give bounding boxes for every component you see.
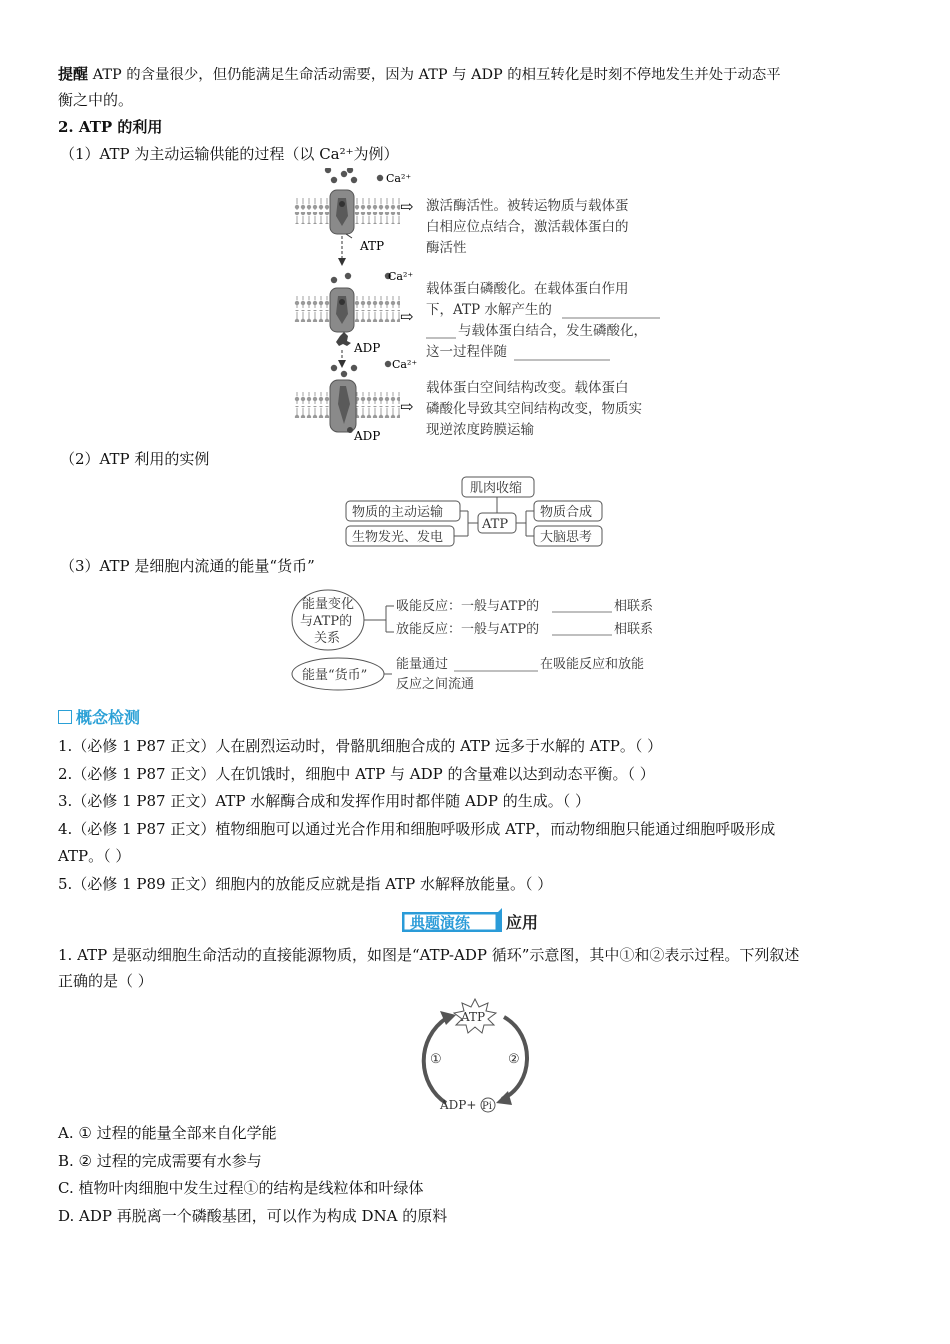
concept-item-5: 5.（必修 1 P89 正文）细胞内的放能反应就是指 ATP 水解释放能量。（ ）: [58, 875, 553, 893]
usage-right-1: 物质合成: [540, 505, 593, 520]
oval1-line-3: 关系: [314, 631, 341, 646]
concept-check-heading: [58, 708, 140, 728]
usage-center: ATP: [482, 517, 509, 532]
subsection-1: （1）ATP 为主动运输供能的过程（以 Ca²⁺为例）: [60, 145, 399, 163]
concept-item-2: 2.（必修 1 P87 正文）人在饥饿时，细胞中 ATP 与 ADP 的含量难以达到动态平衡。（ ）: [58, 765, 655, 783]
banner-text-a: 典题演练: [410, 914, 471, 932]
arrow-icon-2: ⇨: [400, 307, 414, 326]
svg-text:下，ATP 水解产生的: 下，ATP 水解产生的: [426, 302, 552, 318]
adp-label-1: ADP: [354, 341, 381, 355]
membrane-step-3: [294, 358, 417, 442]
practice-banner: [398, 906, 554, 936]
svg-text:与载体蛋白结合，发生磷酸化，: 与载体蛋白结合，发生磷酸化，: [458, 323, 647, 339]
banner-text-b: 应用: [506, 913, 539, 932]
usage-left-2: 生物发光、发电: [352, 530, 444, 545]
ion-label-3: Ca²⁺: [392, 358, 418, 371]
step-3-text: [426, 379, 642, 438]
svg-text:激活酶活性。被转运物质与载体蛋: 激活酶活性。被转运物质与载体蛋: [426, 198, 629, 214]
row1-text-b: 相联系: [614, 599, 654, 614]
tip-text-1: ATP 的含量很少，但仍能满足生命活动需要，因为 ATP 与 ADP 的相互转化是时刻不停地发生并处于动态平: [92, 67, 781, 83]
row3-text-b: 在吸能反应和放能: [540, 657, 645, 672]
atp-label: ATP: [360, 239, 385, 253]
cycle-process-2: ②: [508, 1052, 520, 1067]
cycle-atp: ATP: [461, 1010, 486, 1024]
step-1-text: [426, 197, 629, 256]
section-title: 2. ATP 的利用: [58, 118, 163, 136]
option-b: B. ② 过程的完成需要有水参与: [58, 1152, 262, 1170]
usage-top: 肌肉收缩: [470, 481, 523, 496]
svg-text:载体蛋白磷酸化。在载体蛋白作用: 载体蛋白磷酸化。在载体蛋白作用: [426, 281, 629, 297]
concept-item-1: 1.（必修 1 P87 正文）人在剧烈运动时，骨骼肌细胞合成的 ATP 远多于水解的 ATP。（ ）: [58, 737, 663, 755]
question-stem-2: 正确的是（ ）: [58, 972, 153, 990]
oval1-line-2: 与ATP的: [300, 614, 353, 629]
svg-text:酶活性: 酶活性: [426, 240, 467, 256]
step-2-text: [426, 280, 660, 360]
svg-text:磷酸化导致其空间结构改变，物质实: 磷酸化导致其空间结构改变，物质实: [426, 401, 642, 417]
question-stem-1: 1. ATP 是驱动细胞生命活动的直接能源物质，如图是“ATP-ADP 循环”示意图，其中①和②表示过程。下列叙述: [58, 946, 800, 964]
ion-label-1: Ca²⁺: [386, 172, 412, 185]
atp-adp-cycle-diagram: [410, 995, 540, 1117]
concept-item-4: 4.（必修 1 P87 正文）植物细胞可以通过光合作用和细胞呼吸形成 ATP，而动物细胞只能通过细胞呼吸形成: [58, 820, 776, 838]
row3-text-a: 能量通过: [396, 657, 449, 672]
cycle-pi: Pi: [482, 1101, 492, 1112]
oval1-line-1: 能量变化: [302, 597, 355, 612]
cycle-process-1: ①: [430, 1052, 442, 1067]
membrane-step-1: [294, 168, 414, 266]
checkbox-square-icon: [58, 710, 72, 724]
option-a: A. ① 过程的能量全部来自化学能: [58, 1124, 277, 1142]
usage-left-1: 物质的主动运输: [352, 505, 444, 520]
svg-text:这一过程伴随: 这一过程伴随: [426, 344, 507, 360]
usage-right-2: 大脑思考: [540, 530, 593, 545]
tip-line-1: [58, 64, 781, 85]
adp-label-2: ADP: [354, 429, 381, 442]
option-c: C. 植物叶肉细胞中发生过程①的结构是线粒体和叶绿体: [58, 1179, 424, 1197]
row2-text-b: 相联系: [614, 622, 654, 637]
cycle-adp: ADP+: [440, 1098, 477, 1112]
subsection-2: （2）ATP 利用的实例: [60, 450, 210, 468]
option-d: D. ADP 再脱离一个磷酸基团，可以作为构成 DNA 的原料: [58, 1207, 448, 1225]
concept-item-3: 3.（必修 1 P87 正文）ATP 水解酶合成和发挥作用时都伴随 ADP 的生成。（ ）: [58, 792, 590, 810]
row3-text-c: 反应之间流通: [396, 677, 475, 692]
concept-item-4-cont: ATP。（ ）: [58, 847, 131, 865]
tip-line-2: 衡之中的。: [58, 91, 134, 109]
ion-label-2: Ca²⁺: [388, 270, 414, 283]
energy-currency-diagram: [290, 588, 662, 694]
row2-text-a: 放能反应：一般与ATP的: [396, 622, 540, 637]
svg-text:白相应位点结合，激活载体蛋白的: 白相应位点结合，激活载体蛋白的: [426, 219, 629, 235]
oval2-text: 能量“货币”: [302, 668, 368, 683]
arrow-icon-1: ⇨: [400, 197, 414, 216]
atp-usage-diagram: [344, 475, 608, 549]
arrow-icon-3: ⇨: [400, 397, 414, 416]
subsection-3: （3）ATP 是细胞内流通的能量“货币”: [60, 557, 315, 575]
svg-text:载体蛋白空间结构改变。载体蛋白: 载体蛋白空间结构改变。载体蛋白: [426, 380, 629, 396]
concept-title: 概念检测: [76, 708, 141, 727]
membrane-step-2: [294, 270, 413, 368]
svg-text:现逆浓度跨膜运输: 现逆浓度跨膜运输: [426, 422, 534, 438]
tip-lead: 提醒: [58, 65, 89, 83]
active-transport-diagram: [288, 168, 668, 442]
row1-text-a: 吸能反应：一般与ATP的: [396, 599, 540, 614]
